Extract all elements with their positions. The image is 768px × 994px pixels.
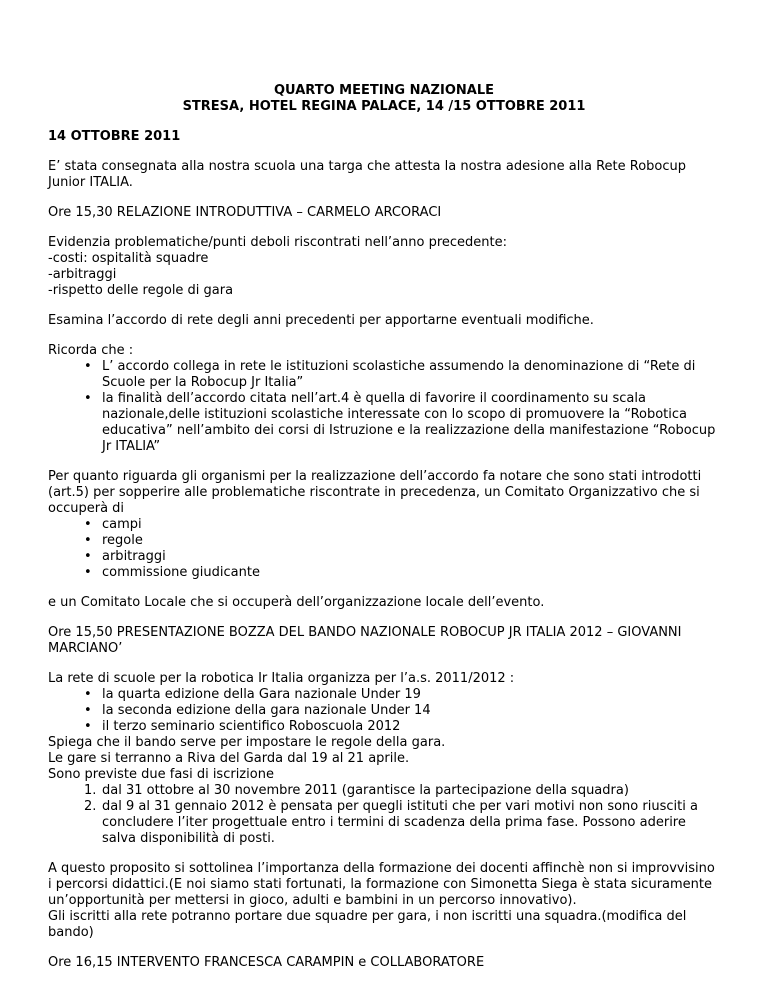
text-line: -costi: ospitalità squadre [48,251,209,266]
list-item: • la finalità dell’accordo citata nell’art.4 è quella di favorire il coordinamento su scala nazionale,delle istituzioni scolastiche interessate con lo scopo di promuovere la “Robotica educativa” nell’ambito dei corsi di Istruzione e la realizzazione della manifestazione “Robocup Jr ITALIA” [84,391,720,455]
bullet-list-ricorda [48,359,720,455]
list-item: • arbitraggi [84,549,720,565]
list-item: • il terzo seminario scientifico Roboscuola 2012 [84,719,720,735]
text-line: Ricorda che : [48,343,134,358]
list-item: • regole [84,533,720,549]
paragraph-comitato-locale: e un Comitato Locale che si occuperà dell’organizzazione locale dell’evento. [48,595,545,610]
list-number: 1. [84,783,97,798]
list-item [84,783,720,799]
paragraph-rete [48,671,720,847]
list-item [84,799,720,847]
text-line: Evidenzia problematiche/punti deboli riscontrati nell’anno precedente: [48,235,508,250]
bullet-list-comitato [48,517,720,581]
text-line: -rispetto delle regole di gara [48,283,234,298]
list-item: • la seconda edizione della gara nazionale Under 14 [84,703,720,719]
list-item-text: dal 31 ottobre al 30 novembre 2011 (garantisce la partecipazione della squadra) [102,783,629,798]
numbered-list-fasi [48,783,720,847]
paragraph-problematiche [48,235,720,299]
text-line: Sono previste due fasi di iscrizione [48,767,274,782]
paragraph-accordo: Esamina l’accordo di rete degli anni precedenti per apportarne eventuali modifiche. [48,313,594,328]
list-item: • la quarta edizione della Gara nazionale Under 19 [84,687,720,703]
paragraph-formazione [48,861,720,941]
list-item: • campi [84,517,720,533]
text-line: -arbitraggi [48,267,117,282]
paragraph-bando: Ore 15,50 PRESENTAZIONE BOZZA DEL BANDO NAZIONALE ROBOCUP JR ITALIA 2012 – GIOVANNI MARCIANO’ [48,625,682,656]
text-line: La rete di scuole per la robotica Ir Italia organizza per l’a.s. 2011/2012 : [48,671,515,686]
paragraph-relazione: Ore 15,30 RELAZIONE INTRODUTTIVA – CARMELO ARCORACI [48,205,442,220]
date-heading: 14 OTTOBRE 2011 [48,129,181,144]
list-item: • commissione giudicante [84,565,720,581]
list-item-text: dal 9 al 31 gennaio 2012 è pensata per quegli istituti che per vari motivi non sono riusciti a concludere l’iter progettuale entro i termini di scadenza della prima fase. Possono aderire salva disponibilità di posti. [102,799,698,846]
document-title-1: QUARTO MEETING NAZIONALE [274,83,494,98]
text-line: Spiega che il bando serve per impostare le regole della gara. [48,735,446,750]
text-line: Le gare si terranno a Riva del Garda dal 19 al 21 aprile. [48,751,410,766]
paragraph-intervento: Ore 16,15 INTERVENTO FRANCESCA CARAMPIN e COLLABORATORE [48,955,485,970]
text-line: Gli iscritti alla rete potranno portare due squadre per gara, i non iscritti una squadra.(modifica del bando) [48,909,687,940]
paragraph-targa: E’ stata consegnata alla nostra scuola una targa che attesta la nostra adesione alla Rete Robocup Junior ITALIA. [48,159,686,190]
document-page [48,83,720,985]
paragraph-organismi: Per quanto riguarda gli organismi per la realizzazione dell’accordo fa notare che sono stati introdotti (art.5) per sopperire alle problematiche riscontrate in precedenza, un Comitato Organizzativo che si occuperà di [48,469,702,516]
bullet-list-edizioni [48,687,720,735]
text-line: A questo proposito si sottolinea l’importanza della formazione dei docenti affinchè non si improvvisino i percorsi didattici.(E noi siamo stati fortunati, la formazione con Simonetta Siega è stata sicuramente un’opportunità per mettersi in gioco, adulti e bambini in un percorso innovativo). [48,861,715,908]
list-number: 2. [84,799,97,814]
paragraph-ricorda [48,343,720,359]
document-title-2: STRESA, HOTEL REGINA PALACE, 14 /15 OTTOBRE 2011 [182,99,586,114]
list-item: • L’ accordo collega in rete le istituzioni scolastiche assumendo la denominazione di “Rete di Scuole per la Robocup Jr Italia” [84,359,720,391]
